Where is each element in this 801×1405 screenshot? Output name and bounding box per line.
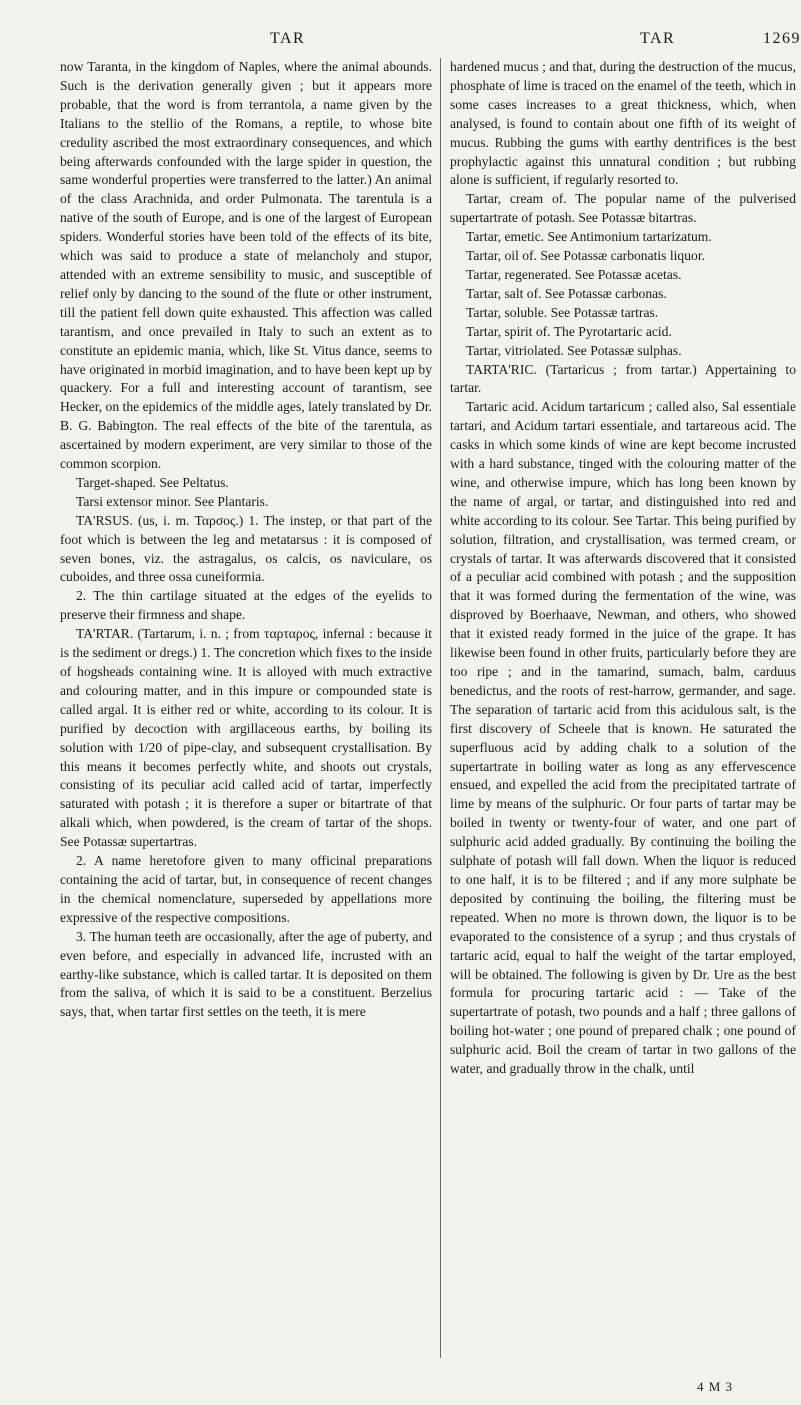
entry-paragraph: Tartar, emetic. See Antimonium tartarizatum. <box>466 229 712 245</box>
entry-paragraph: 2. The thin cartilage situated at the edges of the eyelids to preserve their firmness and shape. <box>60 588 432 623</box>
entry-paragraph: Tartar, oil of. See Potassæ carbonatis liquor. <box>466 248 705 264</box>
entry-paragraph: Tartar, vitriolated. See Potassæ sulphas. <box>466 342 682 358</box>
entry-paragraph: Tartar, salt of. See Potassæ carbonas. <box>466 285 667 301</box>
column-divider <box>440 58 441 1358</box>
signature-mark: 4 M 3 <box>697 1379 734 1394</box>
entry-paragraph: TA'RTAR. (Tartarum, i. n. ; from ταρταρος, infernal : because it is the sediment or dregs.) 1. The concretion which fixes to the inside of hogsheads containing wine. It is alloyed with much extractive and colouring matter, and in this impure or compounded state is called argal. It is either red or white, according to its colour. It is purified by decoction with argillaceous earths, by boiling its solution with 1/20 of pipe-clay, and subsequent crystallisation. By this means it becomes perfectly white, and shoots out crystals, consisting of its peculiar acid called acid of tartar, imperfectly saturated with potash ; it is therefore a super or bitartrate of that alkali which, when powdered, is the cream of tartar of the shops. See Potassæ supertartras. <box>60 626 432 850</box>
entry-paragraph: Tartar, soluble. See Potassæ tartras. <box>466 304 659 320</box>
running-head-left: TAR <box>270 30 306 47</box>
entry-paragraph: Tarsi extensor minor. See Plantaris. <box>76 493 269 509</box>
entry-paragraph: Tartar, spirit of. The Pyrotartaric acid. <box>466 323 672 339</box>
entry-paragraph: TARTA'RIC. (Tartaricus ; from tartar.) Appertaining to tartar. <box>450 361 796 396</box>
entry-paragraph: TA'RSUS. (us, i. m. Ταρσος.) 1. The instep, or that part of the foot which is between the leg and metatarsus : it is composed of seven bones, viz. the astragalus, os calcis, os naviculare, os cuboides, and three ossa cuneiformia. <box>60 512 432 585</box>
left-column <box>60 58 432 1022</box>
entry-paragraph: 2. A name heretofore given to many officinal preparations containing the acid of tartar, but, in consequence of recent changes in the chemical nomenclature, superseded by appellations more expressive of the respective compositions. <box>60 853 432 925</box>
entry-paragraph: Tartar, regenerated. See Potassæ acetas. <box>466 266 682 282</box>
entry-paragraph: Tartar, cream of. The popular name of the pulverised supertartrate of potash. See Potassæ bitartras. <box>450 191 796 226</box>
page-number: 1269 <box>763 30 801 47</box>
entry-paragraph: Tartaric acid. Acidum tartaricum ; called also, Sal essentiale tartari, and Acidum tartari essentiale, and tartareous acid. The casks in which some kinds of wine are kept become incrusted with a hard substance, tinged with the colouring matter of the wine, and otherwise impure, which has long been known by the name of argal, or tartar, and distinguished into red and white according to its colour. See Tartar. This being purified by solution, filtration, and crystallisation, was termed cream, or crystals of tartar. It was afterwards discovered that it consisted of a peculiar acid combined with potash ; and the supposition that it was formed during the fermentation of the wine, was disproved by Boerhaave, Newman, and others, who showed that it existed ready formed in the juice of the grape. It has likewise been found in other fruits, particularly before they are too ripe ; and in the tamarind, sumach, balm, carduus benedictus, and the roots of rest-harrow, germander, and sage. The separation of tartaric acid from this acidulous salt, is the first discovery of Scheele that is known. He saturated the superfluous acid by adding chalk to a solution of the supertartrate in boiling water as long as any effervescence ensued, and expelled the acid from the precipitated tartrate of lime by means of the sulphuric. Or four parts of tartar may be boiled in twenty or twenty-four of water, and one part of sulphuric acid added gradually. By continuing the boiling the sulphate of potash will fall down. When the liquor is reduced to one half, it is to be filtered ; and if any more sulphate be deposited by continuing the boiling, the filtering must be repeated. When no more is thrown down, the liquor is to be evaporated to the consistence of a syrup ; and thus crystals of tartaric acid, equal to half the weight of the tartar employed, will be obtained. The following is given by Dr. Ure as the best formula for procuring tartaric acid : — Take of the supertartrate of potash, two pounds and a half ; three gallons of boiling hot-water ; one pound of prepared chalk ; one pound of sulphuric acid. Boil the cream of tartar in two gallons of the water, and gradually throw in the chalk, until <box>450 399 796 1077</box>
entry-paragraph: now Taranta, in the kingdom of Naples, where the animal abounds. Such is the derivation generally given ; but it appears more probable, that the word is from terrantola, a name given by the Italians to the stellio of the Romans, a reptile, to whose bite credulity ascribed the most extraordinary consequences, and which being afterwards confounded with the large spider in question, the same wonderful properties were transferred to the latter.) An animal of the class Arachnida, and order Pulmonata. The tarentula is a native of the south of Europe, and is one of the largest of European spiders. Wonderful stories have been told of the effects of its bite, which was said to produce a state of melancholy and stupor, attended with an extreme sensibility to music, and susceptible of relief only by dancing to the sound of the flute or other instrument, till the patient fell down quite exhausted. This affection was called tarantism, and once prevailed in Italy to such an extent as to constitute an epidemic mania, which, like St. Vitus dance, seems to have originated in morbid imagination, and to have been kept up by quackery. For a full and interesting account of tarantism, see Hecker, on the epidemics of the middle ages, lately translated by Dr. B. G. Babington. The real effects of the bite of the tarentula, as ascertained by modern experiment, are very similar to those of the common scorpion. <box>60 59 432 472</box>
entry-paragraph: hardened mucus ; and that, during the destruction of the mucus, phosphate of lime is traced on the enamel of the teeth, which in some cases increases to a great thickness, which, when analysed, is found to contain about one fifth of its weight of mucus. Rubbing the gums with earthy dentrifices is the best prophylactic against this unnatural condition ; but rubbing alone is sufficient, if regularly resorted to. <box>450 59 796 188</box>
entry-paragraph: Target-shaped. See Peltatus. <box>76 474 229 490</box>
running-head-right: TAR <box>640 30 676 47</box>
right-column <box>450 58 796 1079</box>
entry-paragraph: 3. The human teeth are occasionally, after the age of puberty, and even before, and especially in advanced life, incrusted with an earthy-like substance, which is called tartar. It is deposited on them from the saliva, of which it is said to be a constituent. Berzelius says, that, when tartar first settles on the teeth, it is mere <box>60 928 432 1020</box>
